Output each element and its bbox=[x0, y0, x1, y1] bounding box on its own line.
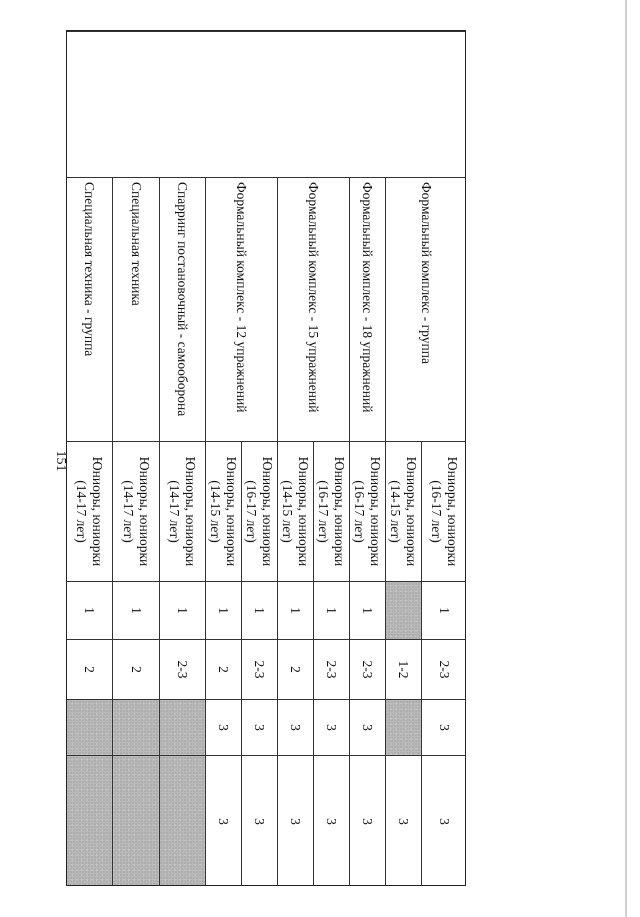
value-cell-2: 2-3 bbox=[422, 640, 467, 700]
category-cell: Юниоры, юниорки (16-17 лет) bbox=[314, 442, 350, 582]
value-cell-4: 3 bbox=[314, 756, 350, 887]
value-cell-4 bbox=[113, 756, 160, 887]
table-frame bbox=[66, 30, 466, 886]
value-cell-1: 1 bbox=[160, 582, 206, 640]
value-cell-1: 1 bbox=[314, 582, 350, 640]
exercise-cell: Специальная техника bbox=[113, 178, 160, 442]
value-cell-2: 2-3 bbox=[160, 640, 206, 700]
value-cell-3: 3 bbox=[314, 700, 350, 756]
value-cell-2: 2 bbox=[206, 640, 242, 700]
value-cell-3: 3 bbox=[206, 700, 242, 756]
value-cell-4: 3 bbox=[278, 756, 314, 887]
value-cell-2: 2-3 bbox=[314, 640, 350, 700]
exercise-cell: Спарринг постановочный - самооборона bbox=[160, 178, 206, 442]
category-cell: Юниоры, юниорки (16-17 лет) bbox=[242, 442, 278, 582]
page-number: 151 bbox=[53, 450, 68, 472]
category-cell: Юниоры, юниорки (16-17 лет) bbox=[350, 442, 386, 582]
exercise-cell: Формальный комплекс - 12 упражнений bbox=[206, 178, 278, 442]
exercise-cell: Специальная техника - группа bbox=[67, 178, 113, 442]
category-cell: Юниоры, юниорки (14-15 лет) bbox=[278, 442, 314, 582]
value-cell-3: 3 bbox=[422, 700, 467, 756]
value-cell-4: 3 bbox=[350, 756, 386, 887]
value-cell-1: 1 bbox=[242, 582, 278, 640]
value-cell-1: 1 bbox=[350, 582, 386, 640]
value-cell-1: 1 bbox=[113, 582, 160, 640]
category-cell: Юниоры, юниорки (14-15 лет) bbox=[386, 442, 422, 582]
category-cell: Юниоры, юниорки (14-17 лет) bbox=[160, 442, 206, 582]
value-cell-1: 1 bbox=[278, 582, 314, 640]
category-cell: Юниоры, юниорки (14-15 лет) bbox=[206, 442, 242, 582]
value-cell-3: 3 bbox=[350, 700, 386, 756]
value-cell-2: 2 bbox=[67, 640, 113, 700]
page-edge-line bbox=[625, 0, 627, 917]
value-cell-1: 1 bbox=[422, 582, 467, 640]
discipline-table bbox=[66, 31, 466, 886]
value-cell-4 bbox=[160, 756, 206, 887]
value-cell-3: 3 bbox=[278, 700, 314, 756]
category-cell: Юниоры, юниорки (16-17 лет) bbox=[422, 442, 467, 582]
value-cell-2: 1-2 bbox=[386, 640, 422, 700]
category-cell: Юниоры, юниорки (14-17 лет) bbox=[67, 442, 113, 582]
exercise-cell: Формальный комплекс - группа bbox=[386, 178, 467, 442]
category-cell: Юниоры, юниорки (14-17 лет) bbox=[113, 442, 160, 582]
value-cell-3 bbox=[160, 700, 206, 756]
value-cell-4: 3 bbox=[422, 756, 467, 887]
value-cell-1 bbox=[386, 582, 422, 640]
value-cell-3 bbox=[113, 700, 160, 756]
value-cell-4 bbox=[67, 756, 113, 887]
value-cell-4: 3 bbox=[386, 756, 422, 887]
value-cell-1: 1 bbox=[206, 582, 242, 640]
exercise-cell: Формальный комплекс - 18 упражнений bbox=[350, 178, 386, 442]
value-cell-2: 2 bbox=[113, 640, 160, 700]
blank-column bbox=[67, 32, 467, 178]
value-cell-3 bbox=[386, 700, 422, 756]
rotated-table-container bbox=[67, 31, 466, 886]
value-cell-2: 2-3 bbox=[242, 640, 278, 700]
table-row bbox=[422, 32, 467, 887]
value-cell-2: 2 bbox=[278, 640, 314, 700]
value-cell-3: 3 bbox=[242, 700, 278, 756]
value-cell-2: 2-3 bbox=[350, 640, 386, 700]
value-cell-4: 3 bbox=[206, 756, 242, 887]
exercise-cell: Формальный комплекс - 15 упражнений bbox=[278, 178, 350, 442]
value-cell-4: 3 bbox=[242, 756, 278, 887]
value-cell-3 bbox=[67, 700, 113, 756]
value-cell-1: 1 bbox=[67, 582, 113, 640]
